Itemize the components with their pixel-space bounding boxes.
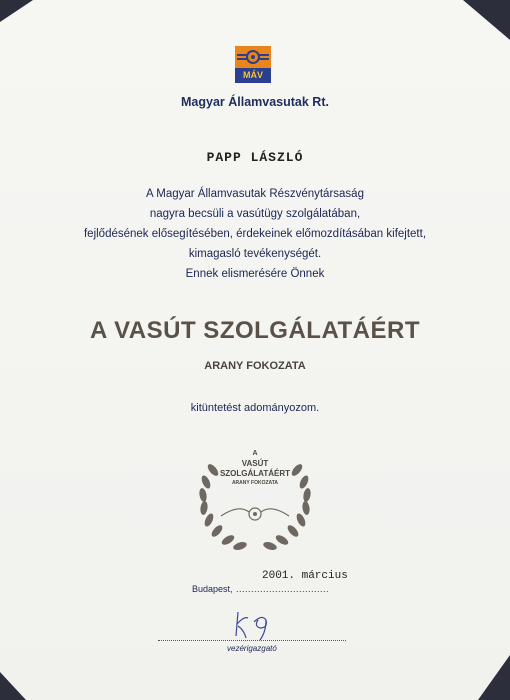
place-date-line: ............................... — [236, 584, 330, 594]
signature-line — [158, 640, 346, 641]
medal-line-2: VASÚT — [241, 459, 269, 468]
mav-logo-emblem — [235, 46, 271, 68]
body-line-1: A Magyar Államvasutak Részvénytársaság — [146, 188, 364, 200]
body-line-3: fejlődésének elősegítésében, érdekeinek előmozdításában kifejtett, — [83, 228, 427, 240]
medal-line-4: ARANY FOKOZATA — [231, 480, 279, 486]
mav-logo — [235, 46, 271, 83]
signatory-title: vezérigazgató — [227, 644, 277, 653]
issue-place: Budapest, — [192, 584, 233, 594]
laurel-wreath-icon — [195, 440, 315, 558]
medal-line-3: SZOLGÁLATÁÉRT — [219, 469, 291, 478]
body-line-5: Ennek elismerésére Önnek — [185, 268, 325, 280]
grant-text: kitüntetést adományozom. — [190, 402, 320, 414]
body-line-2: nagyra becsüli a vasútügy szolgálatában, — [149, 208, 361, 220]
issue-date: 2001. március — [262, 570, 348, 582]
award-title: A VASÚT SZOLGÁLATÁÉRT — [89, 317, 421, 344]
award-medal — [195, 440, 315, 558]
mav-logo-text: MÁV — [235, 68, 271, 83]
winged-wheel-icon — [235, 46, 271, 68]
company-name: Magyar Államvasutak Rt. — [181, 95, 329, 109]
medal-line-1: A — [252, 450, 258, 457]
body-line-4: kimagasló tevékenységét. — [188, 248, 322, 260]
award-grade: ARANY FOKOZATA — [204, 360, 306, 372]
recipient-name: PAPP LÁSZLÓ — [206, 150, 304, 165]
handwritten-signature — [230, 606, 280, 642]
